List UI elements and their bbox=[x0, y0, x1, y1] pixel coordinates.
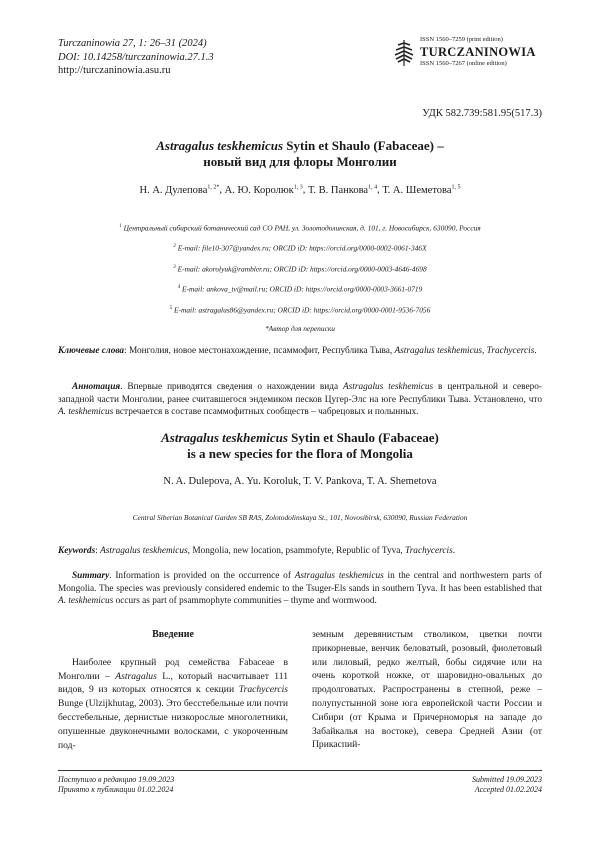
title-ru-rest: Sytin et Shaulo (Fabaceae) – bbox=[283, 138, 444, 153]
authors-ru: Н. А. Дулепова$^{1, 2*}$, А. Ю. Королюк$^{1, 3}$, Т. В. Панкова$^{1, 4}$, Т. А. Шеметова$^{1, 5}$ bbox=[139, 184, 461, 196]
title-ru bbox=[40, 138, 560, 170]
accepted-date-en: Accepted 01.02.2024 bbox=[474, 785, 542, 794]
footer-rule bbox=[58, 770, 542, 771]
footer-ru bbox=[58, 775, 174, 795]
issn-online: ISSN 1560–7267 (online edition) bbox=[420, 60, 507, 67]
intro-paragraph: Наиболее крупный род семейства Fabaceae в Монголии – Astragalus L., который насчитывает 111 видов, 9 из которых относятся к секции Trachycercis Bunge (Ulzijkhutag, 2003). Это бесстебельные или почти бесстебельные, дернистые низкорослые многолетники, опушенные двуконечными волосками, с укороченным под- bbox=[58, 656, 288, 751]
affiliation-line: $^4$ E-mail: ankova_tv@mail.ru; ORCID iD: https://orcid.org/0000-0003-3661-0719 bbox=[177, 284, 423, 294]
received-date-en: Submitted 19.09.2023 bbox=[472, 775, 542, 784]
abstract-ru: Аннотация. Впервые приводятся сведения о нахождении вида Astragalus teskhemicus в центральной и северо-западной части Монголии, ранее считавшегося эндемиком песков Цугер-Элс на юге Республики Тыва. Установлено, что A. teskhemicus встречается в составе псаммофитных сообществ – чабрецовых и полынных. bbox=[58, 382, 542, 417]
keywords-ru-label: Ключевые слова bbox=[58, 346, 125, 356]
journal-citation: Turczaninowia 27, 1: 26–31 (2024) bbox=[58, 38, 207, 49]
udk-code: УДК 582.739:581.95(517.3) bbox=[422, 108, 542, 119]
keywords-en: Keywords: Astragalus teskhemicus, Mongolia, new location, psammofyte, Republic of Tyva, Trachycercis. bbox=[58, 546, 456, 556]
intro-right-column: земным деревянистым стволиком, цветки почти прикорневые, венчик беловатый, розовый, фиолетовый или лиловый, редко желтый, бобы сидячие или на очень короткой ножке, от шаровидно-овальных до продолговатых. Распространены в степной, реже – полупустынной зоне юга европейской части России и Сибири (от Крыма и Причерноморья на западе до Забайкалья на востоке), севера Средней Азии (от Прикаспий- bbox=[312, 629, 542, 751]
title-en bbox=[40, 430, 560, 462]
intro-left-column bbox=[58, 628, 288, 752]
summary-en-label: Summary bbox=[72, 571, 110, 581]
summary-en: Summary. Information is provided on the occurrence of Astragalus teskhemicus in the central and northwestern parts of Mongolia. The species was previously considered endemic to the Tsuger-Els sands in southern Tyva. It has been established that A. teskhemicus occurs as part of psammophyte communities – thyme and wormwood. bbox=[58, 571, 542, 606]
author-2: А. Ю. Королюк$^{1, 3}$ bbox=[224, 184, 303, 196]
journal-brand: TURCZANINOWIA bbox=[420, 45, 536, 59]
journal-url[interactable]: http://turczaninowia.asu.ru bbox=[58, 65, 171, 76]
issn-print: ISSN 1560–7259 (print edition) bbox=[420, 36, 503, 43]
title-en-line2: is a new species for the flora of Mongolia bbox=[187, 446, 413, 461]
keywords-ru: Ключевые слова: Монголия, новое местонахождение, псаммофит, Республика Тыва, Astragalus teskhemicus, Trachycercis. bbox=[58, 346, 537, 356]
journal-header bbox=[58, 37, 214, 78]
received-date-ru: Поступило в редакцию 19.09.2023 bbox=[58, 775, 175, 784]
keywords-en-label: Keywords bbox=[58, 546, 96, 556]
title-ru-line2: новый вид для флоры Монголии bbox=[203, 154, 397, 169]
author-4: Т. А. Шеметова$^{1, 5}$ bbox=[382, 184, 461, 196]
authors-en: N. A. Dulepova, A. Yu. Koroluk, T. V. Pankova, T. A. Shemetova bbox=[163, 476, 437, 487]
affiliation-line: $^3$ E-mail: akorolyuk@rambler.ru; ORCID iD: https://orcid.org/0000-0003-4646-4698 bbox=[173, 264, 427, 274]
affiliation-line: $^2$ E-mail: file10-307@yandex.ru; ORCID iD: https://orcid.org/0000-0002-0061-346X bbox=[173, 243, 427, 253]
accepted-date-ru: Принято к публикации 01.02.2024 bbox=[58, 785, 174, 794]
fern-logo-icon bbox=[393, 38, 415, 68]
section-heading: Введение bbox=[152, 629, 194, 640]
footer-en bbox=[472, 775, 542, 795]
title-ru-species: Astragalus teskhemicus bbox=[156, 138, 284, 153]
title-en-rest: Sytin et Shaulo (Fabaceae) bbox=[287, 430, 439, 445]
affiliation-line: $^1$ Центральный сибирский ботанический сад СО РАН, ул. Золотодолинская, д. 101, г. Новосибирск, 630090, Россия bbox=[119, 223, 481, 233]
author-1: Н. А. Дулепова$^{1, 2*}$ bbox=[139, 184, 220, 196]
abstract-ru-label: Аннотация bbox=[72, 382, 121, 392]
corresponding-note: *Автор для переписки bbox=[264, 324, 335, 334]
doi[interactable]: DOI: 10.14258/turczaninowia.27.1.3 bbox=[58, 51, 214, 63]
affiliation-line: $^5$ E-mail: astragalus86@yandex.ru; ORCID iD: https://orcid.org/0000-0001-9536-7056 bbox=[169, 305, 431, 315]
affiliation-en: Central Siberian Botanical Garden SB RAS, Zolotodolinskaya St., 101, Novosibirsk, 630090, Russian Federation bbox=[132, 513, 468, 522]
affiliations-ru bbox=[40, 222, 560, 334]
title-en-species: Astragalus teskhemicus bbox=[161, 430, 288, 445]
author-3: Т. В. Панкова$^{1, 4}$ bbox=[308, 184, 378, 196]
